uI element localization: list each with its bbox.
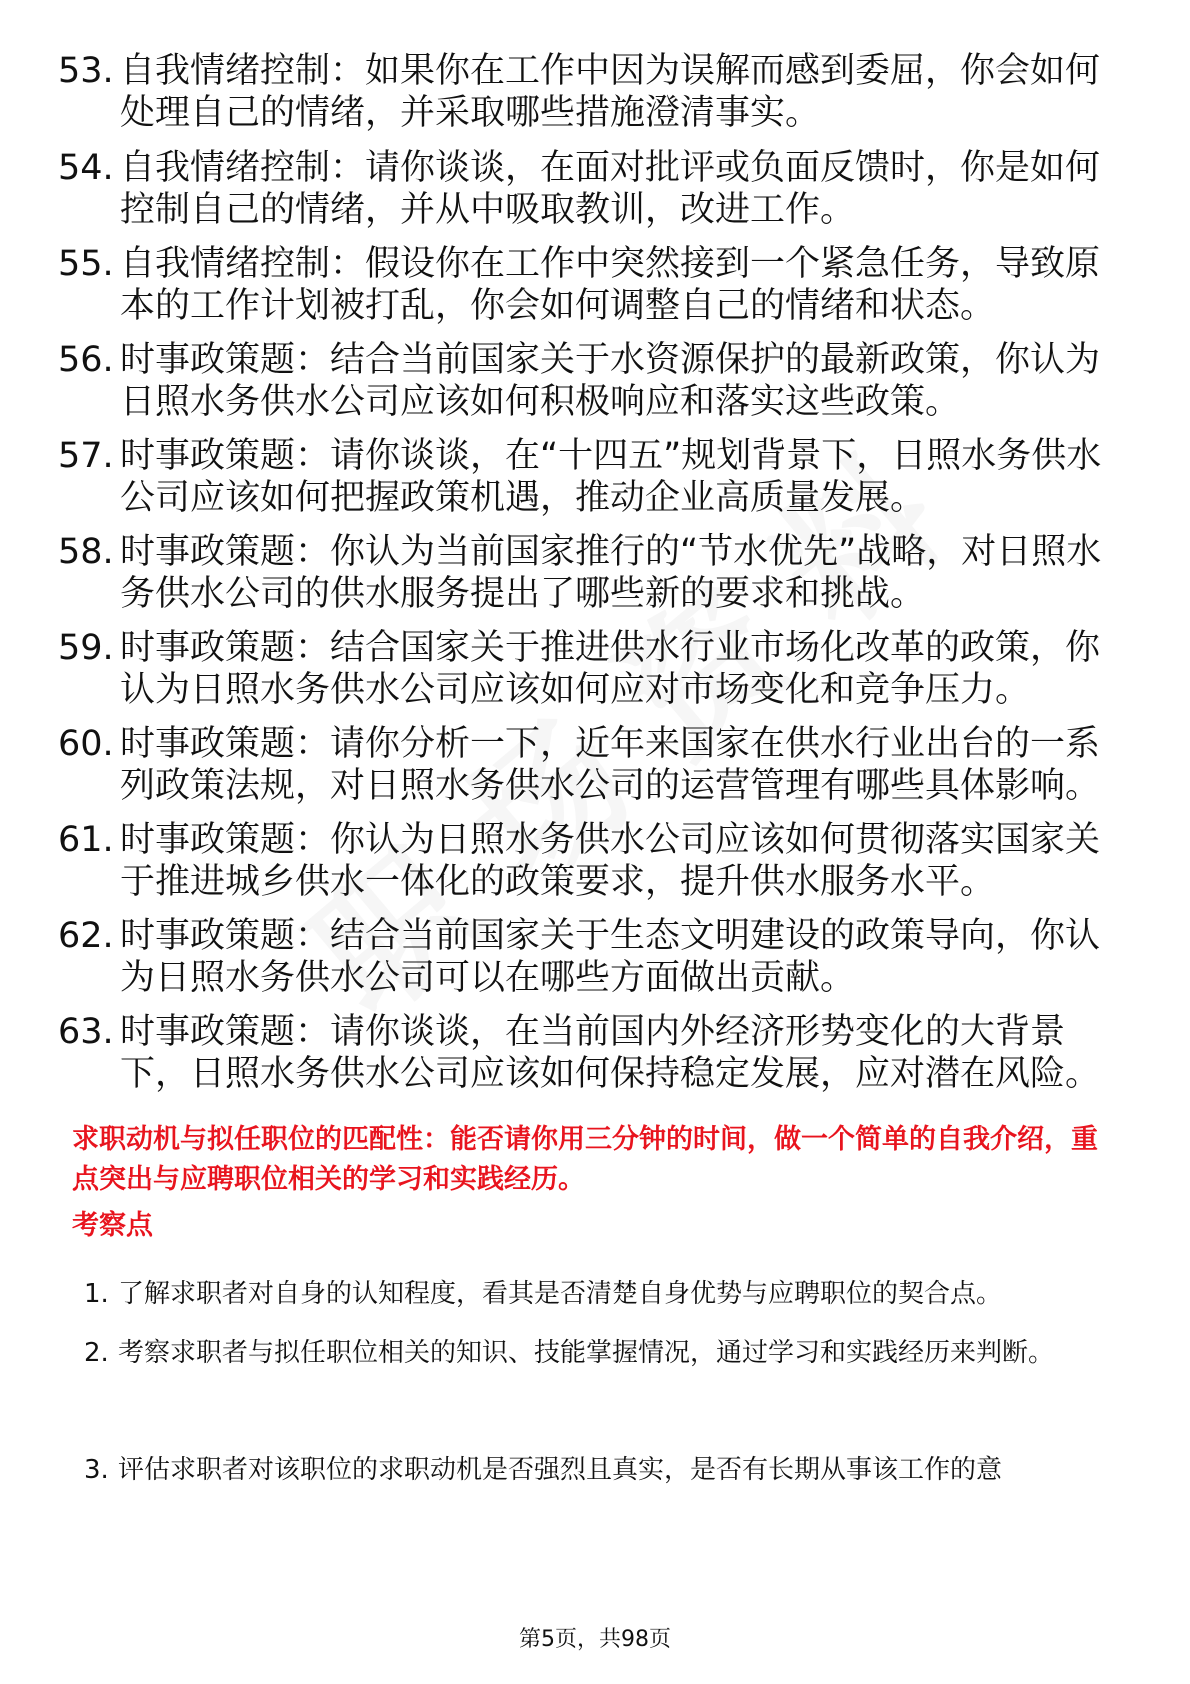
- question-number: 60.: [58, 724, 114, 764]
- point-text: 考察求职者与拟任职位相关的知识、技能掌握情况，通过学习和实践经历来判断。: [118, 1338, 1055, 1368]
- question-number: 56.: [58, 340, 114, 380]
- question-text: 时事政策题：你认为日照水务供水公司应该如何贯彻落实国家关于推进城乡供水一体化的政策要求，提升供水服务水平。: [120, 820, 1101, 902]
- question-item: [58, 723, 1118, 807]
- question-item: [58, 339, 1118, 423]
- question-number: 55.: [58, 244, 114, 284]
- question-text: 自我情绪控制：假设你在工作中突然接到一个紧急任务，导致原本的工作计划被打乱，你会如何调整自己的情绪和状态。: [120, 244, 1101, 326]
- question-text: 时事政策题：结合国家关于推进供水行业市场化改革的政策，你认为日照水务供水公司应该如何应对市场变化和竞争压力。: [120, 628, 1101, 710]
- point-text: 了解求职者对自身的认知程度，看其是否清楚自身优势与应聘职位的契合点。: [118, 1279, 1003, 1309]
- point-number: 3.: [84, 1455, 109, 1485]
- question-text: 时事政策题：结合当前国家关于水资源保护的最新政策，你认为日照水务供水公司应该如何积极响应和落实这些政策。: [120, 340, 1101, 422]
- question-number: 54.: [58, 148, 114, 188]
- highlight-question: 求职动机与拟任职位的匹配性：能否请你用三分钟的时间，做一个简单的自我介绍，重点突出与应聘职位相关的学习和实践经历。: [72, 1124, 1098, 1195]
- question-number: 53.: [58, 51, 114, 91]
- question-text: 自我情绪控制：如果你在工作中因为误解而感到委屈，你会如何处理自己的情绪，并采取哪些措施澄清事实。: [120, 51, 1101, 133]
- question-number: 62.: [58, 916, 114, 956]
- question-item: [58, 819, 1118, 903]
- point-number: 2.: [84, 1338, 109, 1368]
- question-text: 时事政策题：请你谈谈，在当前国内外经济形势变化的大背景下，日照水务供水公司应该如何保持稳定发展，应对潜在风险。: [120, 1012, 1101, 1094]
- question-item: [58, 627, 1118, 711]
- question-number: 63.: [58, 1012, 114, 1052]
- question-number: 58.: [58, 532, 114, 572]
- question-text: 自我情绪控制：请你谈谈，在面对批评或负面反馈时，你是如何控制自己的情绪，并从中吸取教训，改进工作。: [120, 148, 1101, 230]
- point-number: 1.: [84, 1279, 109, 1309]
- page-footer: 第5页，共98页: [519, 1627, 671, 1652]
- question-number: 61.: [58, 820, 114, 860]
- question-item: [58, 1011, 1118, 1095]
- question-item: [58, 243, 1118, 327]
- list-item: [84, 1324, 1124, 1382]
- point-text: 评估求职者对该职位的求职动机是否强烈且真实，是否有长期从事该工作的意: [118, 1455, 1003, 1485]
- list-item: [84, 1265, 1124, 1323]
- question-item: [58, 915, 1118, 999]
- question-item: [58, 50, 1118, 134]
- question-text: 时事政策题：请你分析一下，近年来国家在供水行业出台的一系列政策法规，对日照水务供水公司的运营管理有哪些具体影响。: [120, 724, 1101, 806]
- question-item: [58, 531, 1118, 615]
- question-item: [58, 147, 1118, 231]
- question-text: 时事政策题：你认为当前国家推行的“节水优先”战略，对日照水务供水公司的供水服务提出了哪些新的要求和挑战。: [120, 532, 1102, 614]
- section-title: 考察点: [72, 1210, 153, 1241]
- list-item: [84, 1441, 1124, 1499]
- question-text: 时事政策题：结合当前国家关于生态文明建设的政策导向，你认为日照水务供水公司可以在哪些方面做出贡献。: [120, 916, 1101, 998]
- question-number: 57.: [58, 436, 114, 476]
- question-text: 时事政策题：请你谈谈，在“十四五”规划背景下，日照水务供水公司应该如何把握政策机遇，推动企业高质量发展。: [120, 436, 1102, 518]
- question-number: 59.: [58, 628, 114, 668]
- question-item: [58, 435, 1118, 519]
